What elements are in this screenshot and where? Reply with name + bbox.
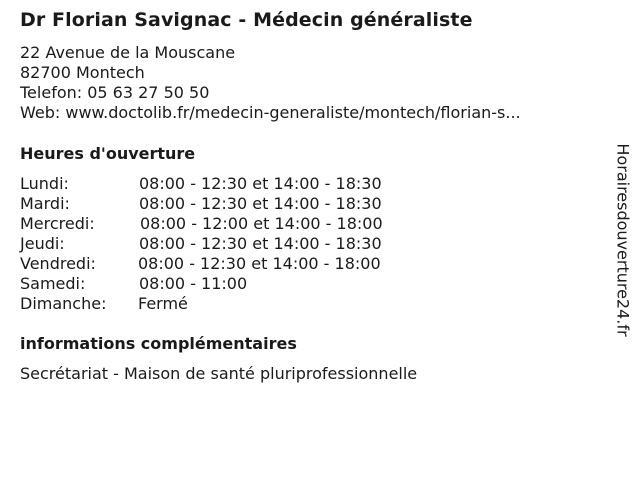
page-title: Dr Florian Savignac - Médecin généraliste: [20, 9, 473, 31]
hours-day: Dimanche:: [20, 294, 107, 313]
hours-day: Samedi:: [20, 274, 86, 293]
hours-row-saturday: [20, 274, 540, 294]
additional-info-text: Secrétariat - Maison de santé pluriprofessionnelle: [20, 364, 418, 383]
hours-row-friday: [20, 254, 540, 274]
address-block: [20, 43, 521, 123]
hours-day: Vendredi:: [20, 254, 96, 273]
hours-time: 08:00 - 12:30 et 14:00 - 18:30: [139, 194, 382, 213]
hours-day: Lundi:: [20, 174, 69, 193]
hours-time: 08:00 - 11:00: [139, 274, 248, 293]
additional-info-heading: informations complémentaires: [20, 334, 297, 353]
opening-hours-heading: Heures d'ouverture: [20, 144, 196, 163]
hours-day: Jeudi:: [20, 234, 65, 253]
address-web: Web: www.doctolib.fr/medecin-generaliste/montech/florian-s...: [20, 103, 521, 122]
address-street: 22 Avenue de la Mouscane: [20, 43, 236, 62]
site-watermark: Horairesdouverture24.fr: [613, 143, 633, 337]
address-phone: Telefon: 05 63 27 50 50: [20, 83, 210, 102]
hours-day: Mercredi:: [20, 214, 95, 233]
address-city: 82700 Montech: [20, 63, 145, 82]
hours-row-sunday: [20, 294, 540, 314]
hours-time: 08:00 - 12:30 et 14:00 - 18:30: [139, 174, 382, 193]
hours-time: Fermé: [138, 294, 188, 313]
hours-row-wednesday: [20, 214, 540, 234]
hours-row-monday: [20, 174, 540, 194]
opening-hours-table: [20, 174, 540, 314]
hours-time: 08:00 - 12:00 et 14:00 - 18:00: [140, 214, 383, 233]
hours-time: 08:00 - 12:30 et 14:00 - 18:00: [138, 254, 381, 273]
hours-day: Mardi:: [20, 194, 70, 213]
hours-time: 08:00 - 12:30 et 14:00 - 18:30: [139, 234, 382, 253]
hours-row-tuesday: [20, 194, 540, 214]
hours-row-thursday: [20, 234, 540, 254]
